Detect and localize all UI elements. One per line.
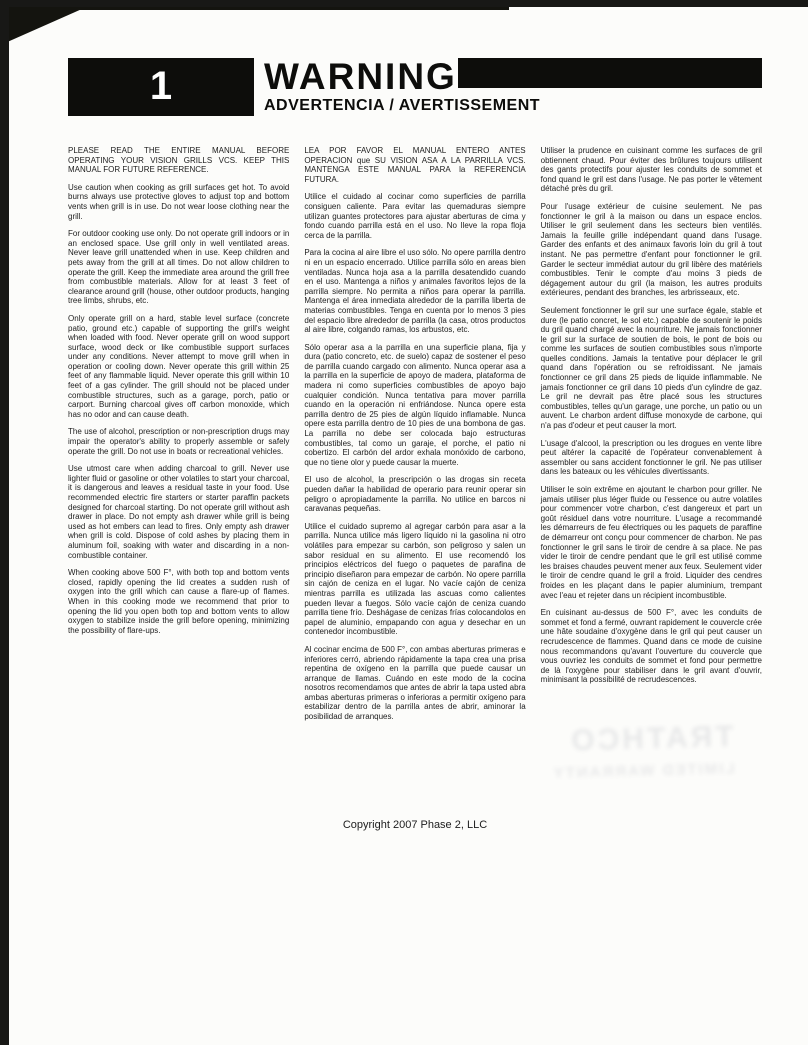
showthrough-line-1: TRATHCO bbox=[567, 720, 735, 758]
header-decorative-bar bbox=[458, 58, 762, 88]
copyright-line: Copyright 2007 Phase 2, LLC bbox=[342, 819, 488, 831]
paragraph: PLEASE READ THE ENTIRE MANUAL BEFORE OPERATING YOUR VISION GRILLS VCS. KEEP THIS MANUAL FOR FUTURE REFERENCE. bbox=[68, 146, 290, 175]
page-subtitle: ADVERTENCIA / AVERTISSEMENT bbox=[264, 97, 541, 114]
paragraph: Utiliser la prudence en cuisinant comme les surfaces de gril obtiennent chaud. Pour éviter des brûlures toujours utilisent des gants protectifs pour ajuster les conduits de sommet et fond quand le gril est dans l'usage. Ne pas porter le vêtement détaché près du gril. bbox=[540, 146, 762, 194]
page-title: WARNING bbox=[264, 56, 457, 97]
paragraph: Utilice el cuidado al cocinar como superficies de parrilla consiguen caliente. Para evitar las quemaduras siempre utilizan guantes protectores para ajustar aberturas de cima y fondo cuando parrilla está en el uso. No lleve la ropa floja cerca de la parrilla. bbox=[304, 192, 526, 240]
showthrough-text bbox=[353, 720, 734, 787]
paragraph: En cuisinant au-dessus de 500 F°, avec les conduits de sommet et fond a fermé, ouvrant rapidement le couvercle crée une hâte soudaine d'oxygène dans le gril qui peut causer un recrudescence de flammes. Quand dans ce mode de cuisine nous recommandons qu'avant l'ouverture du couvercle que vous ouvriez les conduits de sommet et fond pour permettre de là l'oxygène pour stabiliser dans le gril avant d'ouvrir, minimisant la possibilité de recrudescences. bbox=[540, 608, 762, 685]
paragraph: LEA POR FAVOR EL MANUAL ENTERO ANTES OPERACION que SU VISION ASA A LA PARRILLA VCS. MANTENGA ESTE MANUAL PARA la REFERENCIA FUTURA. bbox=[304, 146, 526, 184]
paragraph: Use utmost care when adding charcoal to grill. Never use lighter fluid or gasoline or other volatiles to start your charcoal, it is dangerous and leaves a residual taste in your food. Use recommended electric fire starters or starter paraffin packets designed for charcoal starting. Do not operate grill without ash drawer in place. Do not empty ash drawer while grill is being used as hot embers can lead to fires. Only empty ash drawer when grill is cold. Dispose of cold ashes by placing them in aluminum foil, soaking with water and discarding in a non-combustible container. bbox=[68, 464, 290, 560]
paragraph: L'usage d'alcool, la prescription ou les drogues en vente libre peut altérer la capacité de l'opérateur convenablement à assembler ou sans accident fonctionner le gril. Ne pas utiliser dans les bateaux ou les véhicules divertissants. bbox=[540, 438, 762, 477]
paragraph: Pour l'usage extérieur de cuisine seulement. Ne pas fonctionner le gril à la maison ou dans un espace enclos. Utiliser le gril seulement dans les secteurs bien ventilés. Jamais la feuille grille indépendant quand dans l'usage. Garder des enfants et des animaux favoris loin du gril à tout instant. Ne pas permettre d'enfant pour fonctionner le gril. Garder le secteur immédiat autour du gril libère des matériels combustibles. Tenir le compte d'au moins 3 pieds de dégagement autour du gril (la maison, les autres produits extérieures, pendant des branches, les arbrisseaux, etc. bbox=[540, 201, 762, 298]
scan-edge-artifact bbox=[9, 7, 509, 10]
paragraph: Utiliser le soin extrême en ajoutant le charbon pour griller. Ne jamais utiliser plus léger fluide ou l'essence ou autre volatiles pour commencer votre charbon, c'est dangereux et part un goût résiduel dans votre nourriture. L'usage a recommandé les démarreurs de feu électriques ou les paquets de paraffine de démarreur ont conçu pour commencer de charbon. Ne pas fonctionner le gril sans le tiroir de cendre à sa place. Ne pas vider le tiroir de cendre pendant que le gril est utilisé comme les braises chaudes peuvent mener aux feux. Seulement vider le tiroir de cendre quand le gril a froid. Liquider des cendres froides en les plaçant dans le papier aluminium, trempant avec l'eau et rejeter dans un récipient incombustible. bbox=[540, 485, 762, 600]
warning-columns bbox=[68, 146, 762, 730]
paragraph: Use caution when cooking as grill surfaces get hot. To avoid burns always use protective gloves to adjust top and bottom vents when grill is in use. Do not wear loose clothing near the grill. bbox=[68, 182, 290, 221]
column-english bbox=[68, 146, 289, 730]
paragraph: Para la cocina al aire libre el uso sólo. No opere parrilla dentro ni en un espacio encerrado. Utilice parrilla sólo en areas bien ventiladas. Nunca hoja asa a la parrilla desatendido cuando en el uso. Mantenga a niños y animales favoritos lejos de la parrilla siempre. No permita a niños para operar la parrilla. Mantenga el área inmediata alrededor de la parrilla liberta de materias combustibles. Tenga en cuenta por lo menos 3 pies del espacio libre alrededor de parrilla (la casa, otros productos al aire libre, colgando ramas, los arbustos, etc. bbox=[304, 248, 526, 335]
paragraph: When cooking above 500 F°, with both top and bottom vents closed, rapidly opening the lid creates a sudden rush of oxygen into the grill which can cause a flare-up of flames. When in this cooking mode we recommend that prior to opening the lid you open both top and bottom vents to allow oxygen to stabilize inside the grill before opening, minimizing the possibility of flare-ups. bbox=[68, 568, 290, 635]
paragraph: El uso de alcohol, la prescripción o las drogas sin receta pueden dañar la habilidad de operario para reunir operar sin peligro o apropiadamente la parrilla. No utilice en barcos ni caravanas pequeñas. bbox=[304, 475, 526, 514]
showthrough-line-2: LIMITED WARRANTY bbox=[551, 760, 735, 782]
section-number-box bbox=[68, 58, 254, 116]
paragraph: Only operate grill on a hard, stable level surface (concrete patio, ground etc.) capable of supporting the grill's weight when loaded with food. Never operate grill on wood support surface, wood deck or like combustible support surfaces under any conditions. Never attempt to move grill when in operation or cooling down. Never operate this grill within 25 feet of any flammable liquid. Never operate this grill within 10 feet of a gas cylinder. The grill should not be placed under combustible structures, such as a garage, porch, patio or carport. Burning charcoal gives off carbon monoxide, which has no odor and can cause death. bbox=[68, 313, 290, 419]
paragraph: Utilice el cuidado supremo al agregar carbón para asar a la parrilla. Nunca utilice más ligero líquido ni la gasolina ni otro volátiles para empezar su carbón, son peligroso y salen un sabor residual en su alimento. El use recomendó los principios eléctricos del fuego o paquetes de parafina de principio diseñaron para empezar de carbón. No opere parrilla sin cajón de ceniza en el lugar. No vacíe cajón de ceniza mientras parrilla es utilizada las ascuas como calientes pueden llevar a fuegos. Sólo vacíe cajón de ceniza cuando parrilla tiene frío. Deshágase de cenizas frías colocandolos en papel de aluminio, empapando con agua y desechar en un contenedor incombustible. bbox=[304, 521, 526, 637]
paragraph: The use of alcohol, prescription or non-prescription drugs may impair the operator's ability to properly assemble or safely operate the grill. Do not use in boats or recreational vehicles. bbox=[68, 427, 290, 456]
column-spanish bbox=[304, 146, 525, 730]
column-french bbox=[541, 146, 762, 730]
paragraph: For outdoor cooking use only. Do not operate grill indoors or in an enclosed space. Use grill only in well ventilated areas. Never leave grill unattended when in use. Keep children and pets away from the grill at all times. Do not allow children to operate the grill. Keep the immediate area around the grill free from combustible materials. Allow for at least 3 feet of clearance around grill (house, other outdoor products, hanging tree limbs, shrubs, etc. bbox=[68, 229, 290, 306]
paragraph: Al cocinar encima de 500 F°, con ambas aberturas primeras e inferiores cerró, abriendo rápidamente la tapa crea una prisa repentina de oxígeno en la parrilla que puede causar un arranque de llamas. Cuándo en este modo de la cocina nosotros recomendamos que antes de abrir la tapa usted abra ambas aberturas primeras o inferioras a permitir oxígeno para estabilizar dentro de la parrilla antes de abrir, aminorar la posibilidad de arranques. bbox=[304, 644, 526, 722]
section-number: 1 bbox=[149, 64, 173, 108]
manual-page bbox=[9, 7, 808, 1045]
page-header bbox=[68, 58, 762, 120]
paragraph: Seulement fonctionner le gril sur une surface égale, stable et dure (le patio concret, le sol etc.) capable de soutenir le poids du gril quand chargé avec la nourriture. Ne jamais fonctionner le gril sur la surface de soutien de bois, le pont de bois ou comme les surfaces de soutien combustibles sous n'importe quelles conditions. Jamais la tentative pour déplacer le gril quand dans l'opération ou se refroidissant. Ne jamais fonctionner ce gril dans 25 pieds de liquide inflammable. Ne jamais fonctionner ce gril dans 10 pieds d'un cylindre de gaz. Le gril ne devrait pas être placé sous les structures combustibles, telles qu'un garage, une porche, un patio ou un auvent. Le charbon ardent diffuse monoxyde de carbone, qui n'a pas d'odeur et peut causer la mort. bbox=[540, 305, 762, 431]
paragraph: Sólo operar asa a la parrilla en una superficie plana, fija y dura (patio concreto, etc. de suelo) capaz de sostener el peso de parrilla cuando cargado con alimento. Nunca operar asa a la parrilla en la superficie de apoyo de madera, plataforma de madera ni como superficies combustibles de apoyo bajo cualquier condición. Nunca tentativa para mover parrilla cuando en la operación ni enfriándose. Nunca opere esta parrilla dentro de 25 pies de algún líquido inflamable. Nunca opere esta parrilla dentro de 10 pies de una bombona de gas. La parrilla no debe ser colocada bajo estructuras combustibles, tal como un garaje, el porche, el patio ni cobertizo. El carbón del ardor exhala monóxido de carbono, que no tiene olor y puede causar la muerte. bbox=[304, 342, 526, 467]
scan-corner-artifact bbox=[9, 7, 100, 43]
